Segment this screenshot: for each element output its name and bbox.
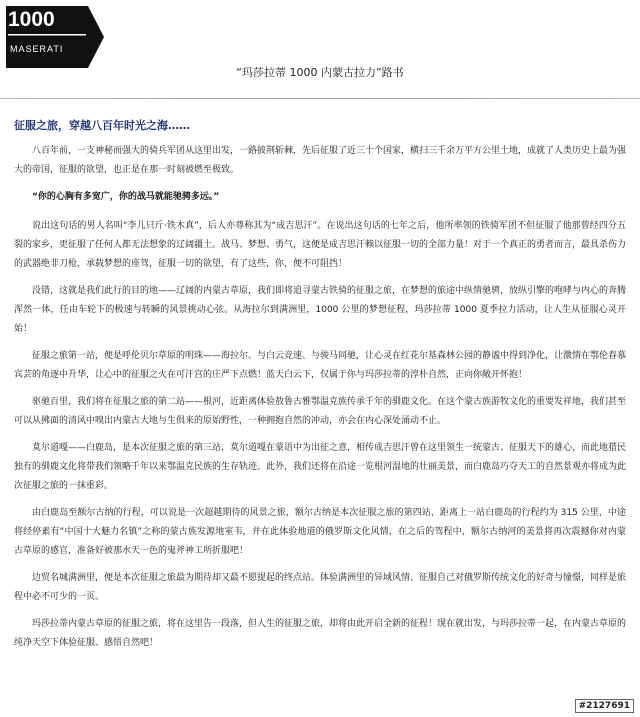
paragraph: 征服之旅第一站，便是呼伦贝尔草原的明珠——海拉尔。与白云竞速、与骏马同驰，让心灵在红花尔基森林公园的静谧中得到净化，让激情在鄂伦春慕宾芸的角逐中升华，让心中的征服之火在可汗宫的庄严下点燃！蓝天白云下，仅属于你与玛莎拉蒂的淳朴自然，正向你敞开怀抱！ — [14, 351, 627, 380]
logo-brand: MASERATI — [10, 44, 64, 54]
maserati-1000-logo — [4, 4, 110, 70]
section-heading: 征服之旅，穿越八百年时光之海…… — [14, 119, 190, 132]
paragraph: 莫尔道嘎——白鹿岛，是本次征服之旅的第三站，莫尔道嘎在蒙语中为出征之意，相传成吉思汗曾在这里领生一统蒙古、征服天下的雄心，而此地猎民独有的驯鹿文化将带我们领略千年以来鄂温克民族的生存轨迹。此外，我们还将在沿途一览根河湿地的壮丽美景，而白鹿岛巧夺天工的自然景观亦将成为此次征服之旅的一抹重彩。 — [14, 443, 627, 491]
quote: “你的心胸有多宽广，你的战马就能驰骋多远。” — [32, 192, 220, 202]
image-id-watermark: #2127691 — [575, 699, 634, 713]
paragraph: 边贸名城满洲里，便是本次征服之旅最为期待却又最不愿提起的终点站。体验满洲里的异域风情、征服自己对俄罗斯传统文化的好奇与憧憬，同样是旅程中必不可少的一页。 — [14, 573, 627, 602]
paragraph: 玛莎拉蒂内蒙古草原的征服之旅，将在这里告一段落，但人生的征服之旅，却将由此开启全新的征程！现在就出发，与玛莎拉蒂一起，在内蒙古草原的纯净天空下体验征服、感悟自然吧！ — [14, 619, 627, 648]
paragraph: 八百年前，一支神秘而强大的骑兵军团从这里出发，一路披荆斩棘，先后征服了近三十个国家，横扫三千余万平方公里土地，成就了人类历史上最为强大的帝国，征服的欲望，也正是在那一时刻被燃至极致。 — [14, 146, 627, 175]
document-body — [14, 118, 626, 661]
paragraph: 没错，这就是我们此行的目的地——辽阔的内蒙古草原，我们即将追寻蒙古铁骑的征服之旅，在梦想的旅途中纵情驰骋，放纵引擎的咆哮与内心的奔腾浑然一体，任由车轮下的极速与转瞬的风景挑动心弦。从海拉尔到满洲里，1000 公里的梦想征程，玛莎拉蒂 1000 夏季拉力活动，让人生从征服心灵开始！ — [14, 286, 627, 334]
paragraph: 由白鹿岛至额尔古纳的行程，可以说是一次超越期待的风景之旅，额尔古纳是本次征服之旅的第四站，距离上一站白鹿岛的行程约为 315 公里，中途将经停素有“中国十大魅力名镇”之称的蒙古族发源地室韦，并在此体验地道的俄罗斯文化风情，在之后的驾程中，额尔古纳河的美景将再次震撼你对内蒙古草原的感官，准备好被那水天一色的鬼斧神工所折服吧！ — [14, 508, 626, 556]
paragraph: 说出这句话的男人名叫“李儿只斤·铁木真”，后人亦尊称其为“成吉思汗”。在说出这句话的七年之后，他所率领的铁骑军团不但征服了他那曾经四分五裂的家乡，更征服了任何人都无法想象的辽阔疆土。战马、梦想、勇气，这便是成吉思汗赖以征服一切的全部力量！对于一个真正的勇者而言，最具杀伤力的武器绝非刀枪，承载梦想的座驾，征服一切的欲望，有了这些，你，便不可阻挡！ — [14, 221, 627, 269]
header-divider — [0, 98, 640, 99]
logo-number: 1000 — [8, 8, 55, 31]
document-title: “玛莎拉蒂 1000 内蒙古拉力”路书 — [236, 66, 404, 79]
paragraph: 驱驰百里，我们将在征服之旅的第二站——根河，近距离体验敖鲁古雅鄂温克族传承千年的驯鹿文化。在这个蒙古族游牧文化的重要发祥地，我们甚至可以从拂面的清风中嗅出内蒙古大地与生俱来的原始野性，一种拥抱自然的冲动，亦会在内心深处涌动不止。 — [14, 397, 627, 426]
